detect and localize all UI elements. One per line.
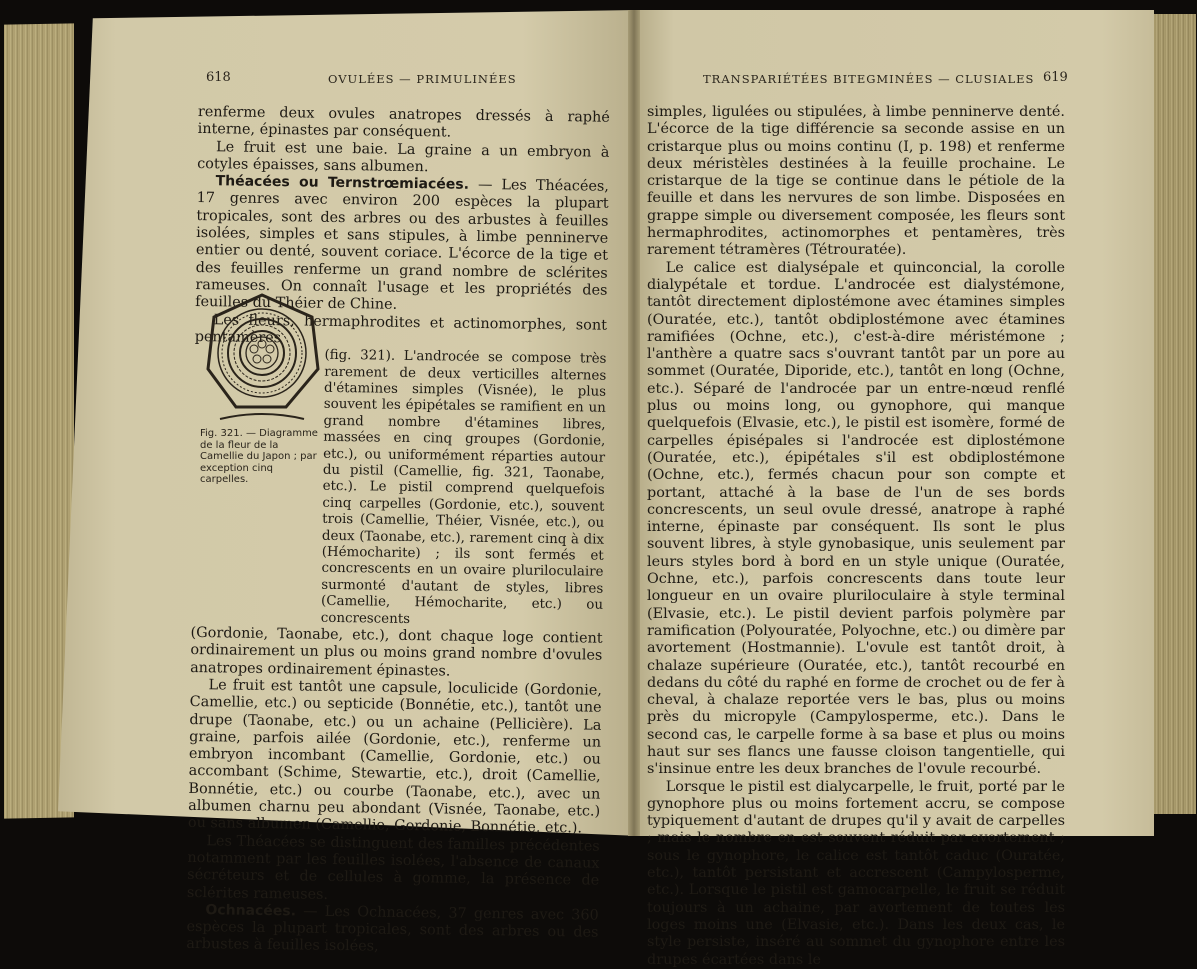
paragraph: simples, ligulées ou stipulées, à limbe penninerve denté. L'écorce de la tige différencie sa seconde assise en un cristarque plus ou moins continu (I, p. 198) et renferme deux méristèles destinées à la feuille prochaine. Le cristarque de la tige se continue dans le pétiole de la feuille et dans les nervures de son limbe. Disposées en grappe simple ou diversement composée, les fleurs sont hermaphrodites, actinomorphes et pentamères, très rarement tétramères (Tétrouratée). [647,104,1065,259]
paragraph: Le calice est dialysépale et quinconcial, la corolle dialypétale et tordue. L'androcée est dialystémone, tantôt directement diplostémone avec étamines simples (Ouratée, etc.), tantôt obdiplostémone avec étamines ramifiées (Ochne, etc.), c'est-à-dire méristémone ; l'anthère a quatre sacs s'ouvrant tantôt par un pore au sommet (Ouratée, Diporide, etc.), tantôt en long (Ochne, etc.). Séparé de l'androcée par un entre-nœud renflé plus ou moins long, ou gynophore, qui manque quelquefois (Elvasie, etc.), le pistil est isomère, formé de carpelles épisépales si l'androcée est diplostémone (Ouratée, etc.), épipétales s'il est obdiplostémone (Ochne, etc.), fermés chacun pour son compte et portant, attaché à la base de l'un de ses bords concrescents, un seul ovule dressé, anatrope à raphé interne, épinaste par conséquent. Ils sont le plus souvent libres, à style gynobasique, unis seulement par leurs styles bord à bord en un style unique (Ouratée, Ochne, etc.), parfois concrescents dans toute leur longueur en un ovaire pluriloculaire à style terminal (Elvasie, etc.). Le pistil devient parfois polymère par ramification (Polyouratée, Polyochne, etc.) ou dimère par avortement (Hostmannie). L'ovule est tantôt droit, à chalaze supérieure (Ouratée, etc.), tantôt recourbé en dedans du côté du raphé en forme de crochet ou de fer à cheval, à chalaze reportée vers le bas, plus ou moins près du micropyle (Campylosperme, etc.). Dans le second cas, le carpelle forme à sa base et plus ou moins haut sur ses flancs une fausse cloison tangentielle, qui s'insinue entre les deux branches de l'ovule recourbé. [647,259,1065,778]
right-page-number: 619 [1043,70,1068,85]
paragraph: Le fruit est tantôt une capsule, loculicide (Gordonie, Camellie, etc.) ou septicide (Bonnétie, etc.), tantôt une drupe (Taonabe, etc.) ou un achaine (Pellicière). La graine, parfois ailée (Gordonie, etc.), renferme un embryon incombant (Camellie, Gordonie, etc.) ou accombant (Schime, Stewartie, etc.), droit (Camellie, Bonnétie, etc.) ou courbe (Taonabe, etc.), avec un albumen charnu peu abondant (Visnée, Taonabe, etc.) ou sans albumen (Camellie, Gordonie, Bonnétie, etc.). [187,677,602,837]
section-title-theacees: Théacées ou Ternstrœmiacées. [215,173,470,193]
paragraph: Lorsque le pistil est dialycarpelle, le fruit, porté par le gynophore plus ou moins fortement accru, se compose typiquement d'autant de drupes qu'il y avait de carpelles ; mais le nombre en est souvent réduit par avortement ; sous le gynophore, le calice est tantôt caduc (Ouratée, etc.), tantôt persistant et accrescent (Campylosperme, etc.). Lorsque le pistil est gamocarpelle, le fruit se réduit toujours à un achaine, par avortement de toutes les loges moins une (Elvasie, etc.). Dans les deux cas, le style persiste, inséré au sommet du gynophore entre les drupes écartées dans le [647,778,1065,968]
floral-diagram-figure [200,287,325,427]
paragraph: Les fleurs, hermaphrodites et actinomorphes, sont pentamères [194,311,608,347]
left-running-header: OVULÉES — PRIMULINÉES [328,72,517,86]
right-running-header: TRANSPARIÉTÉES BITEGMINÉES — CLUSIALES [703,72,1035,86]
paragraph-theacees: Théacées ou Ternstrœmiacées. — Les Théacées, 17 genres avec environ 200 espèces la plupart tropicales, sont des arbres ou des arbustes à feuilles isolées, simples et sans stipules, à limbe penninerve entier ou denté, souvent coriace. L'écorce de la tige et des feuilles renferme un grand nombre de sclérites rameuses. On connaît l'usage et les propriétés des feuilles du Théier de Chine. [195,173,609,314]
book-gutter [628,10,640,836]
paragraph: (Gordonie, Taonabe, etc.), dont chaque loge contient ordinairement un plus ou moins grand nombre d'ovules anatropes ordinairement épinastes. [190,625,603,680]
wrapped-paragraph: (fig. 321). L'androcée se compose très rarement de deux verticilles alternes d'étamines simples (Visnée), le plus souvent les épipétales se ramifient en un grand nombre d'étamines libres, massées en cinq groupes (Gordonie, etc.), ou uniformément réparties autour du pistil (Camellie, fig. 321, Taonabe, etc.). Le pistil comprend quelquefois cinq carpelles (Gordonie, etc.), souvent trois (Camellie, Théier, Visnée, etc.), ou deux (Taonabe, etc.), rarement cinq à dix (Hémocharite) ; ils sont fermés et concrescents en un ovaire pluriloculaire surmonté d'autant de styles, libres (Camellie, Hémocharite, etc.) ou concrescents [320,347,607,627]
paragraph: renferme deux ovules anatropes dressés à raphé interne, épinastes par conséquent. [197,104,610,141]
book-page-edges-right [1150,14,1196,814]
left-page-number: 618 [206,70,231,85]
paragraph: Les Théacées se distinguent des familles précédentes notamment par les feuilles isolées, l'absence de canaux sécréteurs et de cellules à gomme, la présence de sclérites rameuses. [186,832,600,903]
right-page-body [647,104,1065,969]
left-page-body [186,104,610,959]
figure-caption: Fig. 321. — Diagramme de la fleur de la Camellie du Japon ; par exception cinq carpelles. [200,428,318,485]
paragraph-ochnacees: Ochnacées. — Les Ochnacées, 37 genres avec 360 espèces la plupart tropicales, sont des arbres ou des arbustes à feuilles isolées, [186,901,599,956]
paragraph: Le fruit est une baie. La graine a un embryon à cotyles épaisses, sans albumen. [197,138,610,176]
section-title-ochnacees: Ochnacées. [205,901,297,920]
